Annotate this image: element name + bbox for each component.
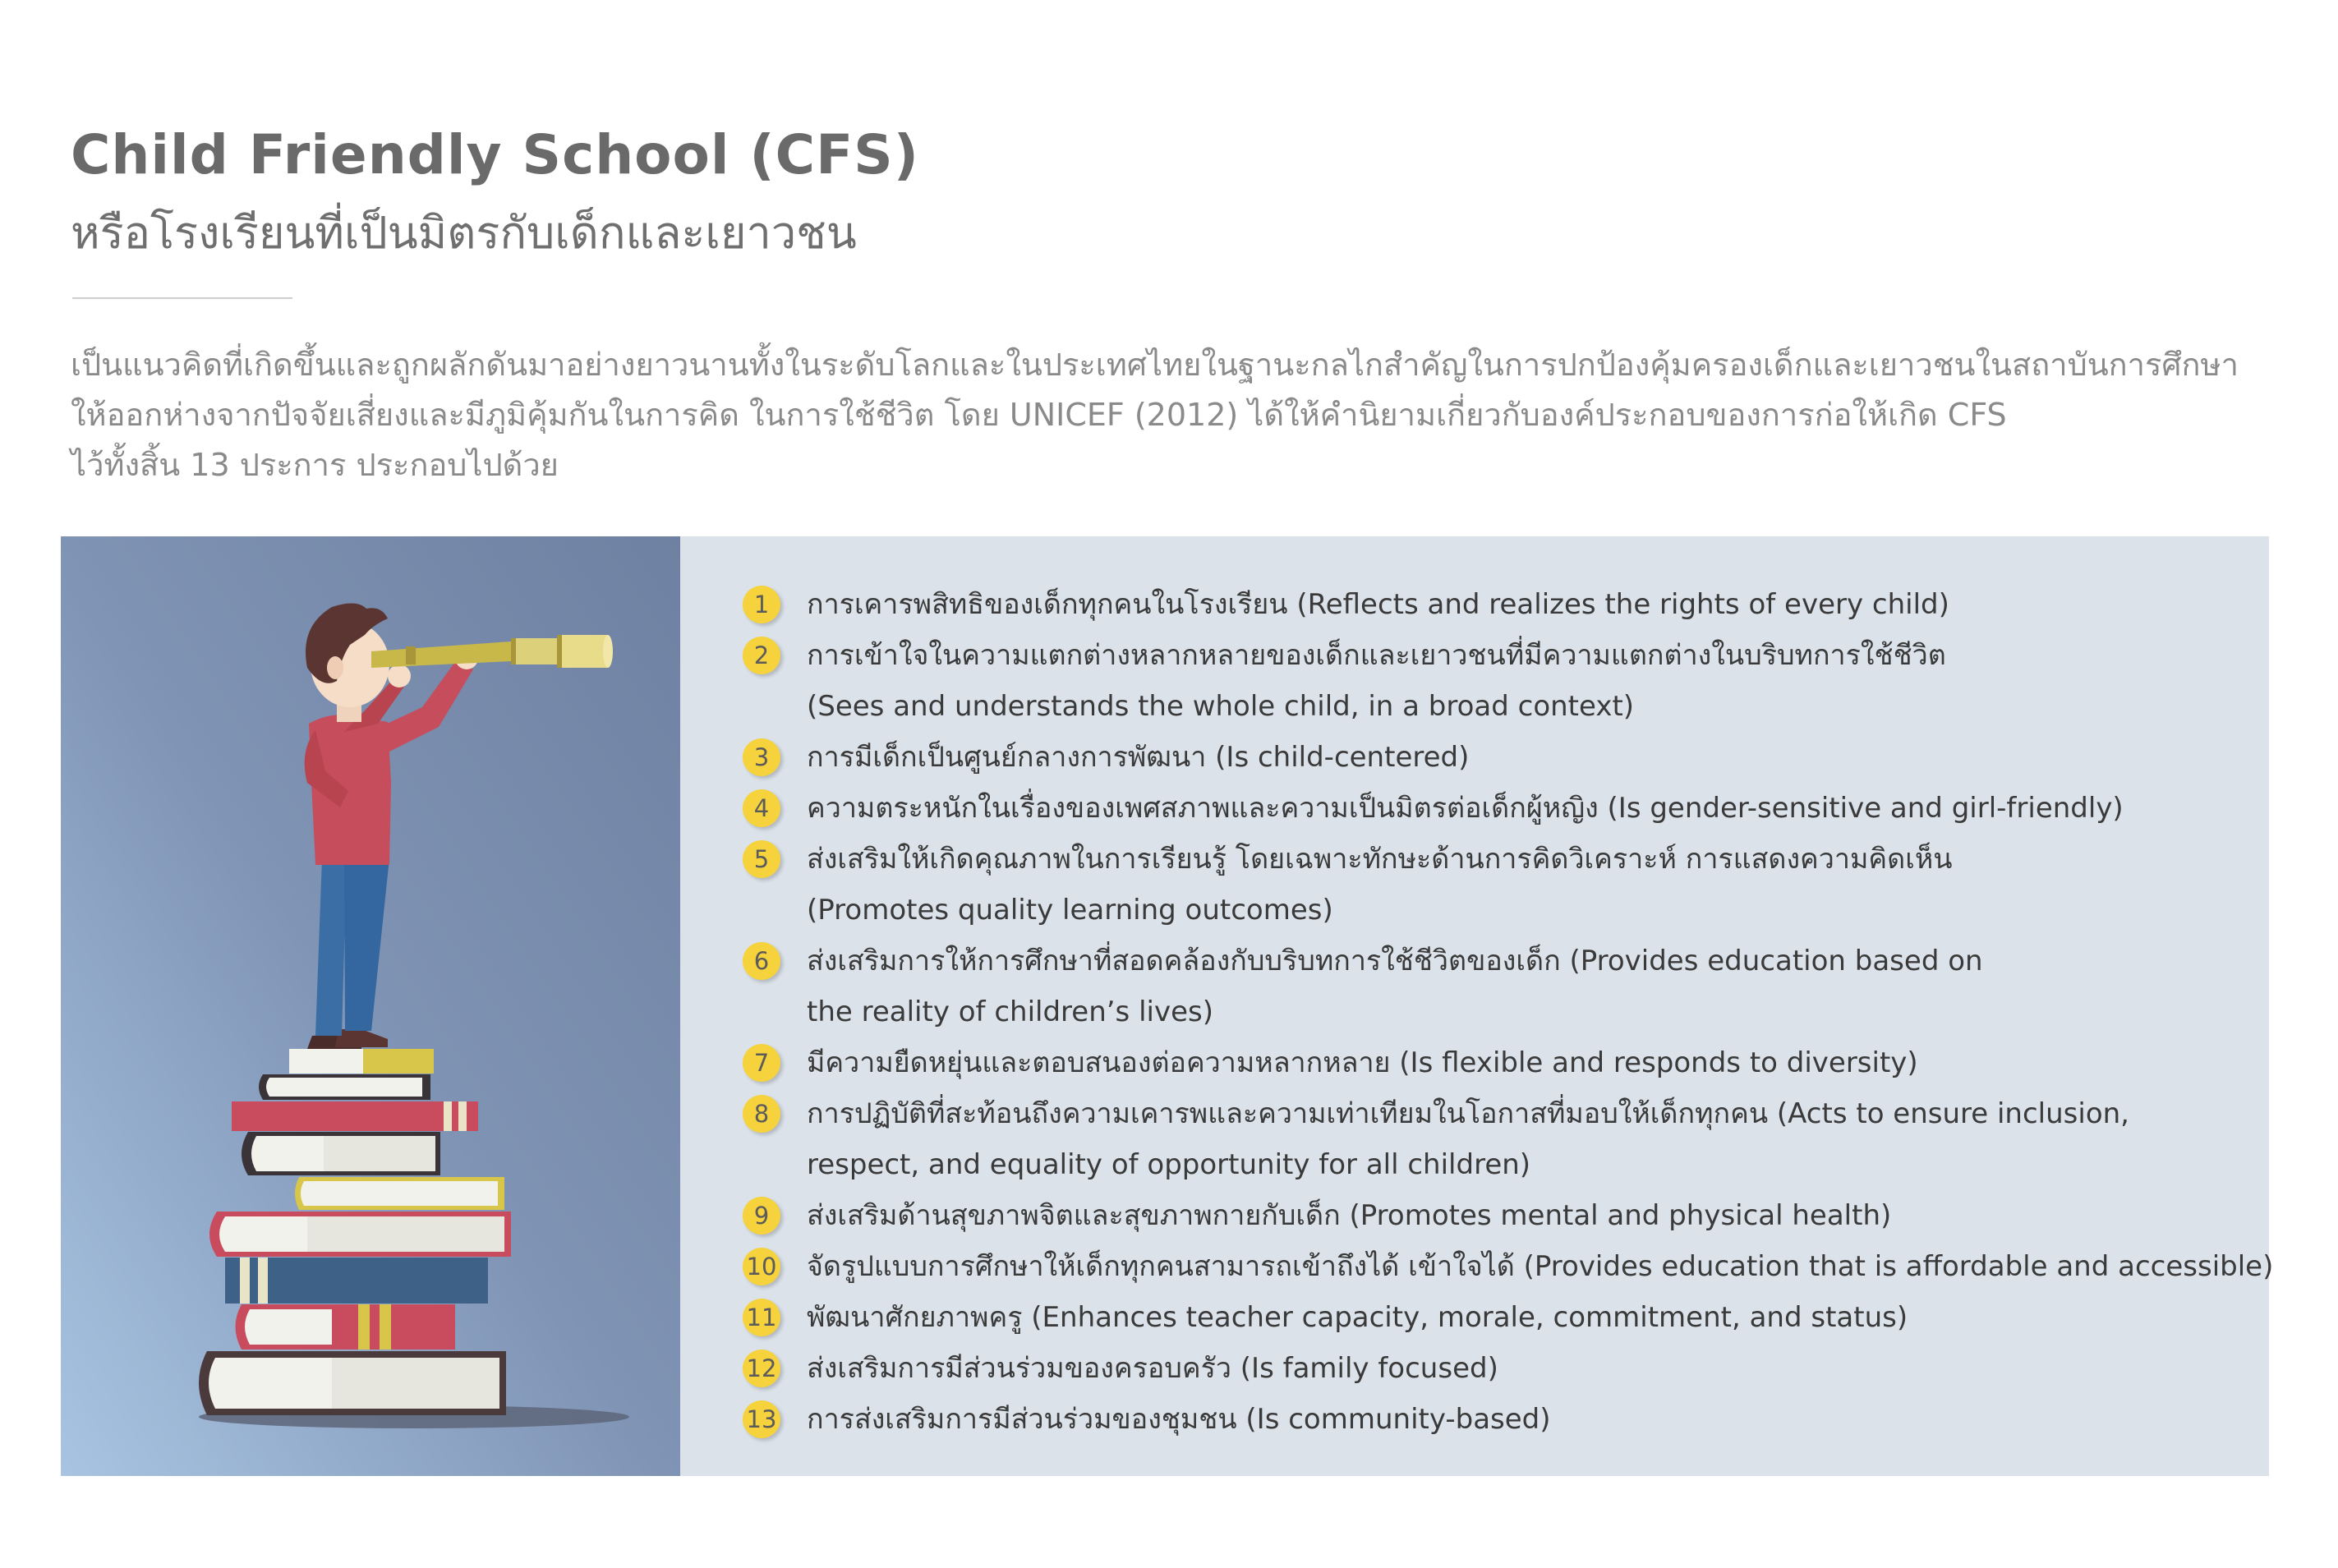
item-text: พัฒนาศักยภาพครู (Enhances teacher capacity, morale, commitment, and status) [807,1301,1908,1334]
divider [72,297,292,299]
item-text: การปฏิบัติที่สะท้อนถึงความเคารพและความเท่าเทียมในโอกาสที่มอบให้เด็กทุกคน (Acts to ensure inclusion, [807,1097,2129,1130]
item-text: มีความยืดหยุ่นและตอบสนองต่อความหลากหลาย (Is flexible and responds to diversity) [807,1046,1918,1079]
item-text-continued: respect, and equality of opportunity for all children) [807,1148,1531,1181]
number-badge: 8 [743,1095,780,1133]
principles-panel [680,536,2274,1476]
intro-paragraph [71,340,2313,490]
item-text-continued: (Sees and understands the whole child, in a broad context) [807,690,1635,723]
item-text: ความตระหนักในเรื่องของเพศสภาพและความเป็นมิตรต่อเด็กผู้หญิง (Is gender-sensitive and girl-friendly) [807,792,2124,825]
item-text: การส่งเสริมการมีส่วนร่วมของชุมชน (Is community-based) [807,1403,1551,1436]
number-badge: 2 [743,637,780,674]
number-badge: 6 [743,942,780,980]
item-text: ส่งเสริมการมีส่วนร่วมของครอบครัว (Is family focused) [807,1352,1498,1385]
item-text: จัดรูปแบบการศึกษาให้เด็กทุกคนสามารถเข้าถึงได้ เข้าใจได้ (Provides education that is affordable and accessible) [807,1250,2274,1283]
number-badge: 3 [743,738,780,776]
intro-line: เป็นแนวคิดที่เกิดขึ้นและถูกผลักดันมาอย่างยาวนานทั้งในระดับโลกและในประเทศไทยในฐานะกลไกสำคัญในการปกป้องคุ้มครองเด็กและเยาวชนในสถาบันการศึกษา [71,347,2239,383]
number-badge: 5 [743,840,780,878]
number-badge: 1 [743,586,780,623]
intro-line: ให้ออกห่างจากปัจจัยเสี่ยงและมีภูมิคุ้มกันในการคิด ในการใช้ชีวิต โดย UNICEF (2012) ได้ให้คำนิยามเกี่ยวกับองค์ประกอบของการก่อให้เกิด CFS [71,397,2007,433]
item-text: ส่งเสริมให้เกิดคุณภาพในการเรียนรู้ โดยเฉพาะทักษะด้านการคิดวิเคราะห์ การแสดงความคิดเห็น [807,843,1953,876]
page-subtitle: หรือโรงเรียนที่เป็นมิตรกับเด็กและเยาวชน [71,207,857,259]
item-text: การมีเด็กเป็นศูนย์กลางการพัฒนา (Is child-centered) [807,741,1470,774]
page-title: Child Friendly School (CFS) [71,123,919,186]
item-text-continued: (Promotes quality learning outcomes) [807,894,1333,927]
boy-with-telescope-on-books-illustration [61,536,680,1476]
number-badge: 9 [743,1197,780,1235]
intro-line: ไว้ทั้งสิ้น 13 ประการ ประกอบไปด้วย [71,447,559,483]
item-text: การเข้าใจในความแตกต่างหลากหลายของเด็กและเยาวชนที่มีความแตกต่างในบริบทการใช้ชีวิต [807,639,1946,672]
item-text-continued: the reality of children’s lives) [807,996,1213,1028]
item-text: ส่งเสริมการให้การศึกษาที่สอดคล้องกับบริบทการใช้ชีวิตของเด็ก (Provides education based on [807,945,1983,977]
telescope-icon [371,635,613,668]
item-text: การเคารพสิทธิของเด็กทุกคนในโรงเรียน (Reflects and realizes the rights of every child) [807,588,1949,621]
number-badge: 7 [743,1044,780,1082]
number-badge: 4 [743,789,780,827]
illustration-panel [61,536,680,1476]
number-badge: 13 [743,1400,780,1438]
number-badge: 10 [743,1248,780,1285]
item-text: ส่งเสริมด้านสุขภาพจิตและสุขภาพกายกับเด็ก (Promotes mental and physical health) [807,1199,1892,1232]
number-badge: 12 [743,1350,780,1387]
number-badge: 11 [743,1299,780,1336]
